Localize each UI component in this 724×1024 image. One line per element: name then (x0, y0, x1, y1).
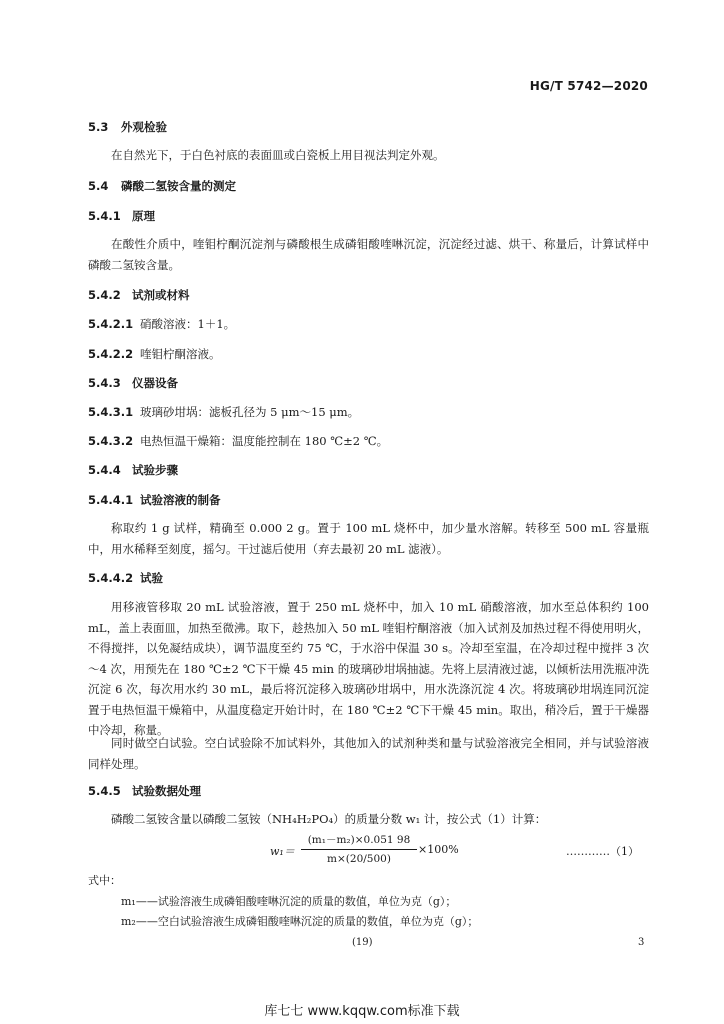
heading-number: 5.4.5 (88, 784, 121, 798)
heading-number: 5.4.3 (88, 376, 121, 390)
formula-lhs: w₁＝ (270, 845, 295, 858)
heading-title: 试验溶液的制备 (140, 493, 221, 507)
heading-title: 试验 (140, 571, 163, 585)
paragraph-5-4-4-2-a: 用移液管移取 20 mL 试验溶液，置于 250 mL 烧杯中，加入 10 mL 硝酸溶液，加水至总体积约 100 mL，盖上表面皿，加热至微沸。取下，趁热加入 50 mL 喹钼柠酮溶液（加入试剂及加热过程不得使用明火，不得搅拌，以免凝结成块），调节温度至约 75 ℃，于水浴中保温 30 s。冷却至室温，在冷却过程中搅拌 3 次～4 次，用预先在 180 ℃±2 ℃下干燥 45 min 的玻璃砂坩埚抽滤。先将上层清液过滤，以倾析法用洗瓶冲洗沉淀 6 次，每次用水约 30 mL，最后将沉淀移入玻璃砂坩埚中，用水洗涤沉淀 4 次。将玻璃砂坩埚连同沉淀置于电热恒温干燥箱中，从温度稳定开始计时，在 180 ℃±2 ℃下干燥 45 min。取出，稍冷后，置于干燥器中冷却，称量。 (88, 600, 649, 737)
heading-5-4-4 (88, 462, 178, 478)
item-number: 5.4.2.2 (88, 347, 134, 361)
where-label: 式中： (88, 874, 121, 887)
formula-tail: ×100% (418, 843, 459, 856)
item-number: 5.4.3.2 (88, 434, 134, 448)
heading-number: 5.3 (88, 120, 109, 134)
item-5-4-2-2 (88, 346, 221, 362)
item-number: 5.4.2.1 (88, 317, 134, 331)
center-page-mark: (19) (352, 937, 373, 948)
paragraph-5-4-4-2-b: 同时做空白试验。空白试验除不加试料外，其他加入的试剂种类和量与试验溶液完全相同，并与试验溶液同样处理。 (88, 736, 649, 771)
item-text: 硝酸溶液：1＋1。 (140, 317, 236, 331)
heading-5-4-2 (88, 287, 190, 303)
standard-number: HG/T 5742—2020 (529, 79, 648, 93)
item-text: 喹钼柠酮溶液。 (140, 347, 221, 361)
heading-number: 5.4.4.2 (88, 571, 134, 585)
page-number: 3 (638, 937, 645, 948)
definition-m2: m₂——空白试验溶液生成磷钼酸喹啉沉淀的质量的数值，单位为克（g）； (121, 915, 479, 928)
heading-5-4-5 (88, 783, 201, 799)
heading-number: 5.4.4.1 (88, 493, 134, 507)
heading-5-4-1 (88, 208, 155, 224)
definition-m1: m₁——试验溶液生成磷钼酸喹啉沉淀的质量的数值，单位为克（g）； (121, 895, 457, 908)
paragraph-5-4-4-1: 称取约 1 g 试样，精确至 0.000 2 g。置于 100 mL 烧杯中，加少量水溶解。转移至 500 mL 容量瓶中，用水稀释至刻度，摇匀。干过滤后使用（弃去最初 20 mL 滤液）。 (88, 521, 649, 556)
heading-number: 5.4.1 (88, 209, 121, 223)
heading-title: 磷酸二氢铵含量的测定 (121, 179, 236, 193)
item-5-4-3-2 (88, 433, 388, 449)
heading-5-4-4-2 (88, 570, 163, 586)
heading-title: 仪器设备 (132, 376, 178, 390)
item-5-4-3-1 (88, 404, 359, 420)
paragraph-5-3: 在自然光下，于白色衬底的表面皿或白瓷板上用目视法判定外观。 (111, 148, 445, 162)
heading-title: 试验数据处理 (132, 784, 201, 798)
formula-numerator: (m₁－m₂)×0.051 98 (307, 834, 411, 846)
fraction-bar (301, 849, 417, 850)
footer-watermark: 库七七 www.kqqw.com标准下载 (264, 1004, 460, 1019)
heading-number: 5.4.4 (88, 463, 121, 477)
formula-denominator: m×(20/500) (327, 853, 391, 865)
formula-reference: …………（1） (566, 845, 639, 858)
heading-title: 外观检验 (121, 120, 167, 134)
item-number: 5.4.3.1 (88, 405, 134, 419)
item-5-4-2-1 (88, 316, 235, 332)
heading-5-4-3 (88, 375, 178, 391)
paragraph-5-4-1: 在酸性介质中，喹钼柠酮沉淀剂与磷酸根生成磷钼酸喹啉沉淀，沉淀经过滤、烘干、称量后，计算试样中磷酸二氢铵含量。 (88, 237, 649, 272)
heading-number: 5.4 (88, 179, 109, 193)
heading-title: 试验步骤 (132, 463, 178, 477)
heading-title: 试剂或材料 (132, 288, 190, 302)
item-text: 玻璃砂坩埚：滤板孔径为 5 μm～15 μm。 (140, 405, 360, 419)
paragraph-5-4-5: 磷酸二氢铵含量以磷酸二氢铵（NH₄H₂PO₄）的质量分数 w₁ 计，按公式（1）计算： (111, 812, 547, 826)
item-text: 电热恒温干燥箱：温度能控制在 180 ℃±2 ℃。 (140, 434, 389, 448)
heading-5-4-4-1 (88, 492, 221, 508)
formula-fraction (301, 832, 417, 865)
heading-number: 5.4.2 (88, 288, 121, 302)
heading-title: 原理 (132, 209, 155, 223)
heading-5-4 (88, 178, 236, 194)
heading-5-3 (88, 119, 167, 135)
